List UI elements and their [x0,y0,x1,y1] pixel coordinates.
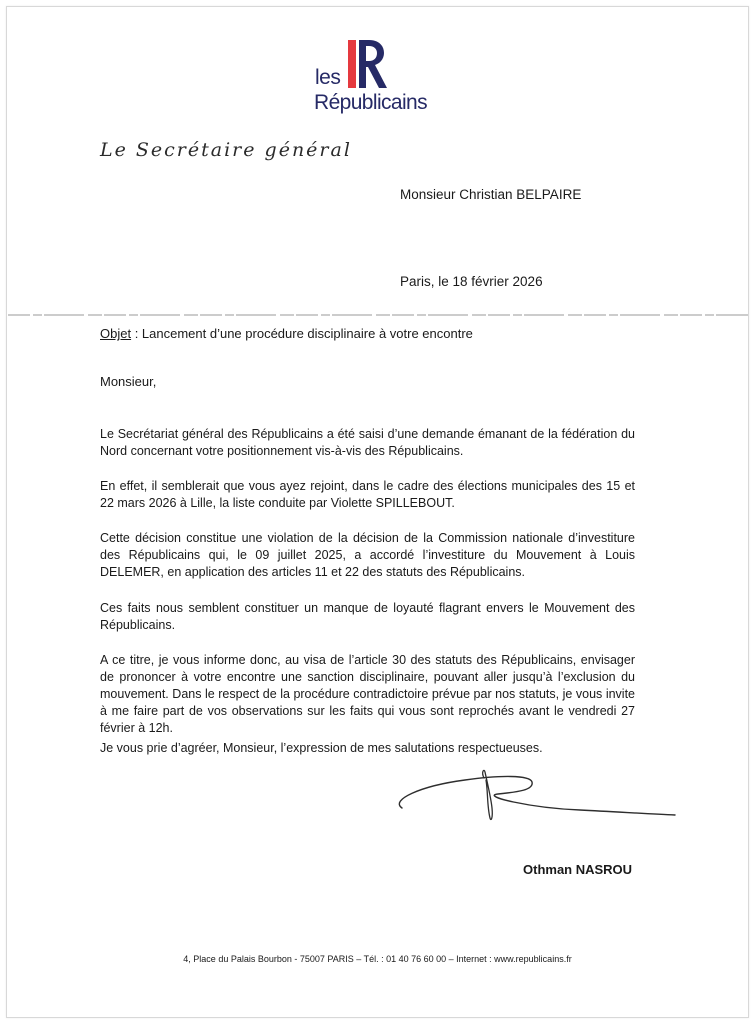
logo-republicains-text: Républicains [314,91,428,114]
fold-line-divider [8,312,748,318]
signature-loop [399,776,675,815]
dateline: Paris, le 18 février 2026 [400,274,543,289]
handwritten-signature [380,760,680,830]
logo-red-bar [348,40,356,88]
object-label: Objet [100,326,132,341]
paragraph-6: Je vous prie d’agréer, Monsieur, l’expression de mes salutations respectueuses. [100,741,543,755]
paragraph-2: En effet, il semblerait que vous ayez rejoint, dans le cadre des élections municipales des 15 et 22 mars 2026 à Lille, la liste conduite par Violette SPILLEBOUT. [100,479,635,510]
paragraph-1: Le Secrétariat général des Républicains a été saisi d’une demande émanant de la fédération du Nord concernant votre positionnement vis-à-vis des Républicains. [100,427,635,458]
logo-les-text: les [315,66,341,89]
object-line [100,326,473,341]
paragraph-5: A ce titre, je vous informe donc, au visa de l’article 30 des statuts des Républicains, envisager de prononcer à votre encontre une sanction disciplinaire, pouvant aller jusqu’à l’exclusion du mouvement. Dans le respect de la procédure contradictoire prévue par nos statuts, je vous invite à me faire part de vos observations sur les faits qui vous sont reprochés avant le vendredi 27 février à 12h. [100,653,635,735]
lr-monogram-icon [346,40,392,90]
recipient-name: Monsieur Christian BELPAIRE [400,187,582,202]
paragraph-3: Cette décision constitue une violation de la décision de la Commission nationale d’investiture des Républicains qui, le 09 juillet 2025, a accordé l’investiture du Mouvement à Louis DELEMER, en application des articles 11 et 22 des statuts des Républicains. [100,531,635,579]
salutation: Monsieur, [100,374,157,389]
paragraph-4: Ces faits nous semblent constituer un manque de loyauté flagrant envers le Mouvement des Républicains. [100,601,635,632]
object-separator: : [131,326,142,341]
footer-address: 4, Place du Palais Bourbon - 75007 PARIS – Tél. : 01 40 76 60 00 – Internet : www.republicains.fr [183,954,572,964]
logo-r-letter [359,40,387,88]
signer-name: Othman NASROU [523,862,633,877]
letterhead-logo [0,0,755,130]
secretary-general-title: Le Secrétaire général [100,139,352,161]
object-text: Lancement d’une procédure disciplinaire à votre encontre [141,326,473,341]
